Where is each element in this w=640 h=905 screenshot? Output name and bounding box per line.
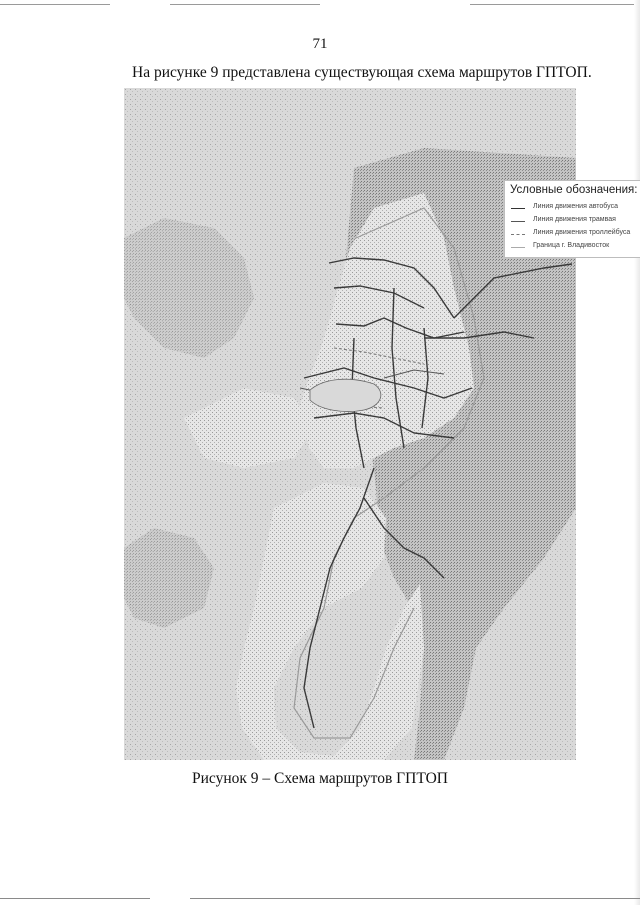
map-legend	[504, 180, 640, 258]
legend-item-tram	[511, 216, 640, 226]
boundary-line-swatch-icon	[511, 247, 525, 248]
legend-label: Линия движения троллейбуса	[533, 229, 631, 236]
page-number: 71	[312, 36, 328, 52]
intro-paragraph: На рисунке 9 представлена существующая схема маршрутов ГПТОП.	[132, 64, 592, 81]
scan-artifact-bottom	[0, 893, 640, 905]
legend-title: Условные обозначения:	[510, 184, 638, 196]
legend-label: Линия движения автобуса	[533, 203, 618, 210]
legend-item-boundary	[511, 242, 640, 252]
bus-line-swatch-icon	[511, 208, 525, 209]
route-map-figure	[124, 88, 638, 760]
figure-caption: Рисунок 9 – Схема маршрутов ГПТОП	[192, 770, 448, 787]
legend-label: Граница г. Владивосток	[533, 242, 610, 249]
legend-item-trolleybus	[511, 229, 640, 239]
legend-label: Линия движения трамвая	[533, 216, 616, 223]
golden-horn-bay	[310, 379, 381, 411]
scan-artifact-top	[0, 0, 640, 10]
legend-item-bus	[511, 203, 640, 213]
trolleybus-line-swatch-icon	[511, 234, 525, 235]
tram-line-swatch-icon	[511, 221, 525, 222]
